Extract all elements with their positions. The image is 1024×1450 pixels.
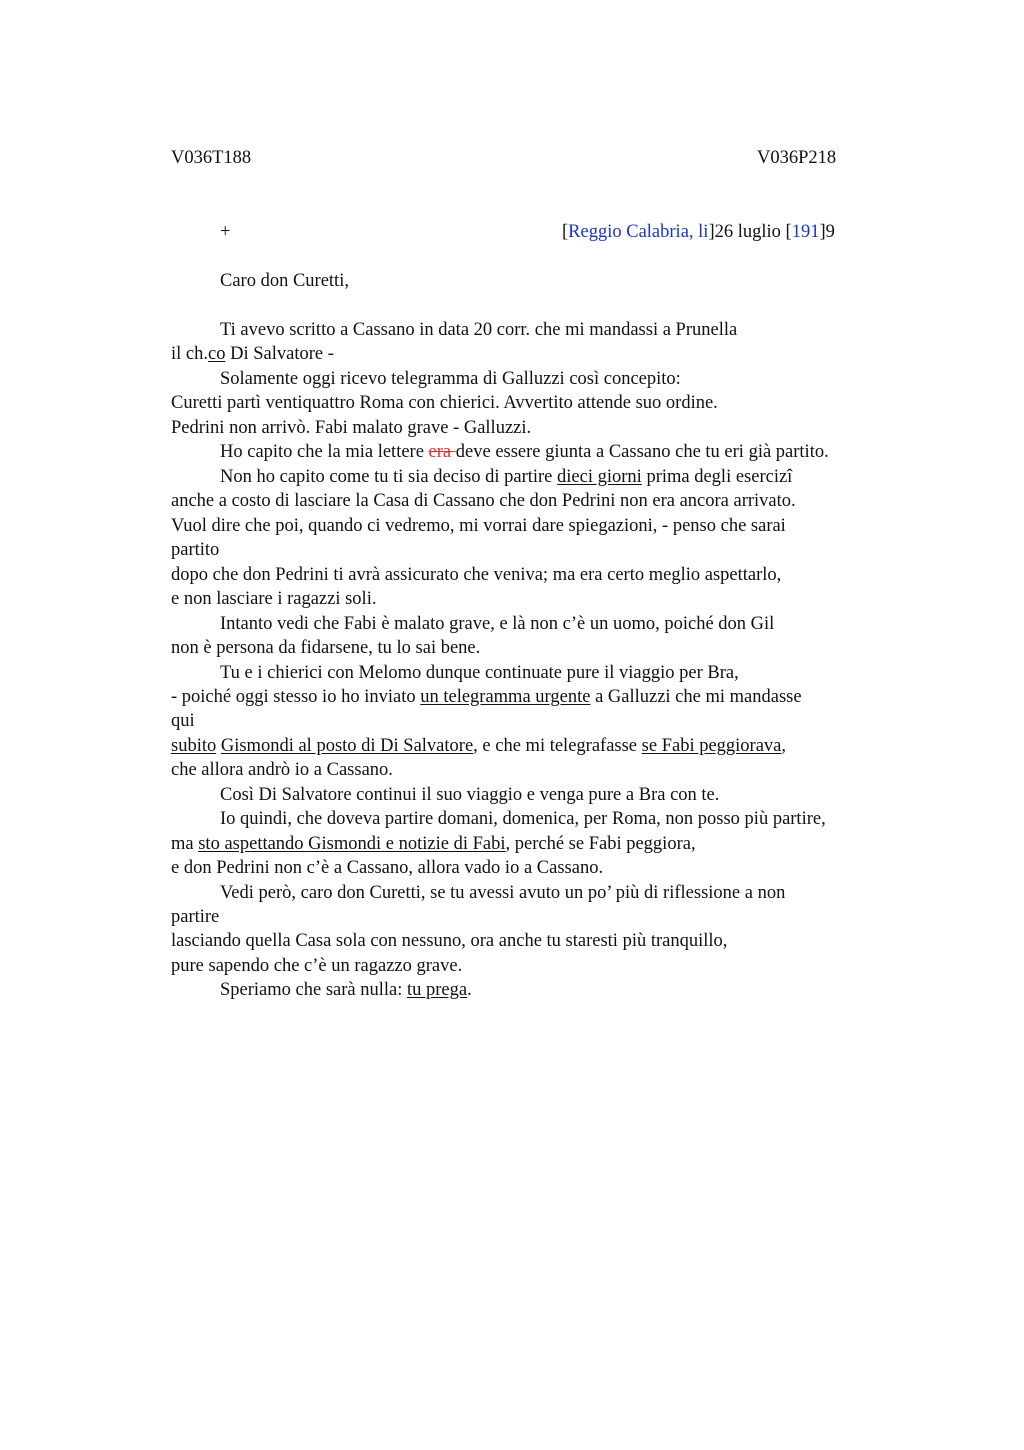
date-text: 26 luglio	[714, 222, 786, 242]
text-line: Curetti partì ventiquattro Roma con chierici. Avvertito attende suo ordine.	[171, 393, 718, 413]
text-line: che allora andrò io a Cassano.	[171, 760, 393, 780]
struck-text: era	[428, 442, 456, 462]
text-line: Pedrini non arrivò. Fabi malato grave - Galluzzi.	[171, 418, 532, 438]
text-segment: , e che mi telegrafasse	[473, 736, 642, 756]
text-line: Intanto vedi che Fabi è malato grave, e là non c’è un uomo, poiché don Gil	[220, 614, 775, 634]
text-line: lasciando quella Casa sola con nessuno, ora anche tu staresti più tranquillo,	[171, 931, 728, 951]
text-line: pure sapendo che c’è un ragazzo grave.	[171, 956, 463, 976]
text-segment: Ho capito che la mia lettere	[220, 442, 429, 462]
text-line	[220, 978, 472, 1002]
document-code-left: V036T188	[171, 148, 252, 168]
text-line: Ti avevo scritto a Cassano in data 20 corr. che mi mandassi a Prunella	[220, 320, 738, 340]
bracket: ]	[708, 222, 715, 242]
text-line: Vuol dire che poi, quando ci vedremo, mi vorrai dare spiegazioni, - penso che sarai	[171, 516, 786, 536]
text-line: Solamente oggi ricevo telegramma di Galluzzi così concepito:	[220, 369, 681, 389]
year-end: 9	[825, 222, 835, 242]
text-line: non è persona da fidarsene, tu lo sai bene.	[171, 638, 481, 658]
text-line	[171, 685, 802, 709]
cross-symbol: +	[220, 222, 231, 242]
text-line: Io quindi, che doveva partire domani, domenica, per Roma, non posso più partire,	[220, 809, 826, 829]
document-code-right: V036P218	[757, 148, 837, 168]
bracket: [	[562, 222, 569, 242]
text-segment: il ch.	[171, 344, 208, 364]
text-line	[220, 440, 829, 464]
underlined-text: subito	[171, 736, 217, 756]
text-line: dopo che don Pedrini ti avrà assicurato che veniva; ma era certo meglio aspettarlo,	[171, 565, 782, 585]
text-segment: ,	[781, 736, 787, 756]
underlined-text: un telegramma urgente	[420, 687, 591, 707]
text-line: partire	[171, 907, 220, 927]
text-segment: Speriamo che sarà nulla:	[220, 980, 407, 1000]
text-line: qui	[171, 711, 195, 731]
text-line	[171, 832, 696, 856]
bracket: [	[785, 222, 792, 242]
text-line	[171, 342, 334, 366]
text-line: e non lasciare i ragazzi soli.	[171, 589, 377, 609]
underlined-text: Gismondi al posto di Di Salvatore	[220, 736, 474, 756]
underlined-text: tu prega	[407, 980, 468, 1000]
text-segment: Non ho capito come tu ti sia deciso di partire	[220, 467, 558, 487]
text-segment: .	[467, 980, 472, 1000]
text-line: e don Pedrini non c’è a Cassano, allora vado io a Cassano.	[171, 858, 604, 878]
underlined-text: co	[208, 344, 226, 364]
text-segment: prima degli esercizi	[641, 467, 793, 487]
text-segment: a Galluzzi che mi mandasse	[590, 687, 802, 707]
text-segment: deve essere giunta a Cassano che tu eri già partito.	[455, 442, 829, 462]
text-line: Così Di Salvatore continui il suo viaggio e venga pure a Bra con te.	[220, 785, 720, 805]
text-line: partito	[171, 540, 220, 560]
text-segment: - poiché oggi stesso io ho inviato	[171, 687, 421, 707]
place-name: Reggio Calabria, li	[568, 222, 709, 242]
text-segment: , perché se Fabi peggiora,	[505, 834, 696, 854]
text-line	[220, 465, 792, 489]
text-segment: ma	[171, 834, 199, 854]
text-line: Vedi però, caro don Curetti, se tu avessi avuto un po’ più di riflessione a non	[220, 883, 786, 903]
salutation: Caro don Curetti,	[220, 271, 349, 291]
text-line	[171, 734, 786, 758]
underlined-text: dieci giorni	[557, 467, 642, 487]
text-line: Tu e i chierici con Melomo dunque continuate pure il viaggio per Bra,	[220, 663, 739, 683]
underlined-text: se Fabi peggiorava	[641, 736, 782, 756]
dateline	[562, 220, 835, 244]
year-part: 191	[791, 222, 820, 242]
bracket: ]	[819, 222, 826, 242]
underlined-text: sto aspettando Gismondi e notizie di Fabi	[198, 834, 506, 854]
text-line: anche a costo di lasciare la Casa di Cassano che don Pedrini non era ancora arrivato.	[171, 491, 796, 511]
text-segment: Di Salvatore -	[225, 344, 334, 364]
